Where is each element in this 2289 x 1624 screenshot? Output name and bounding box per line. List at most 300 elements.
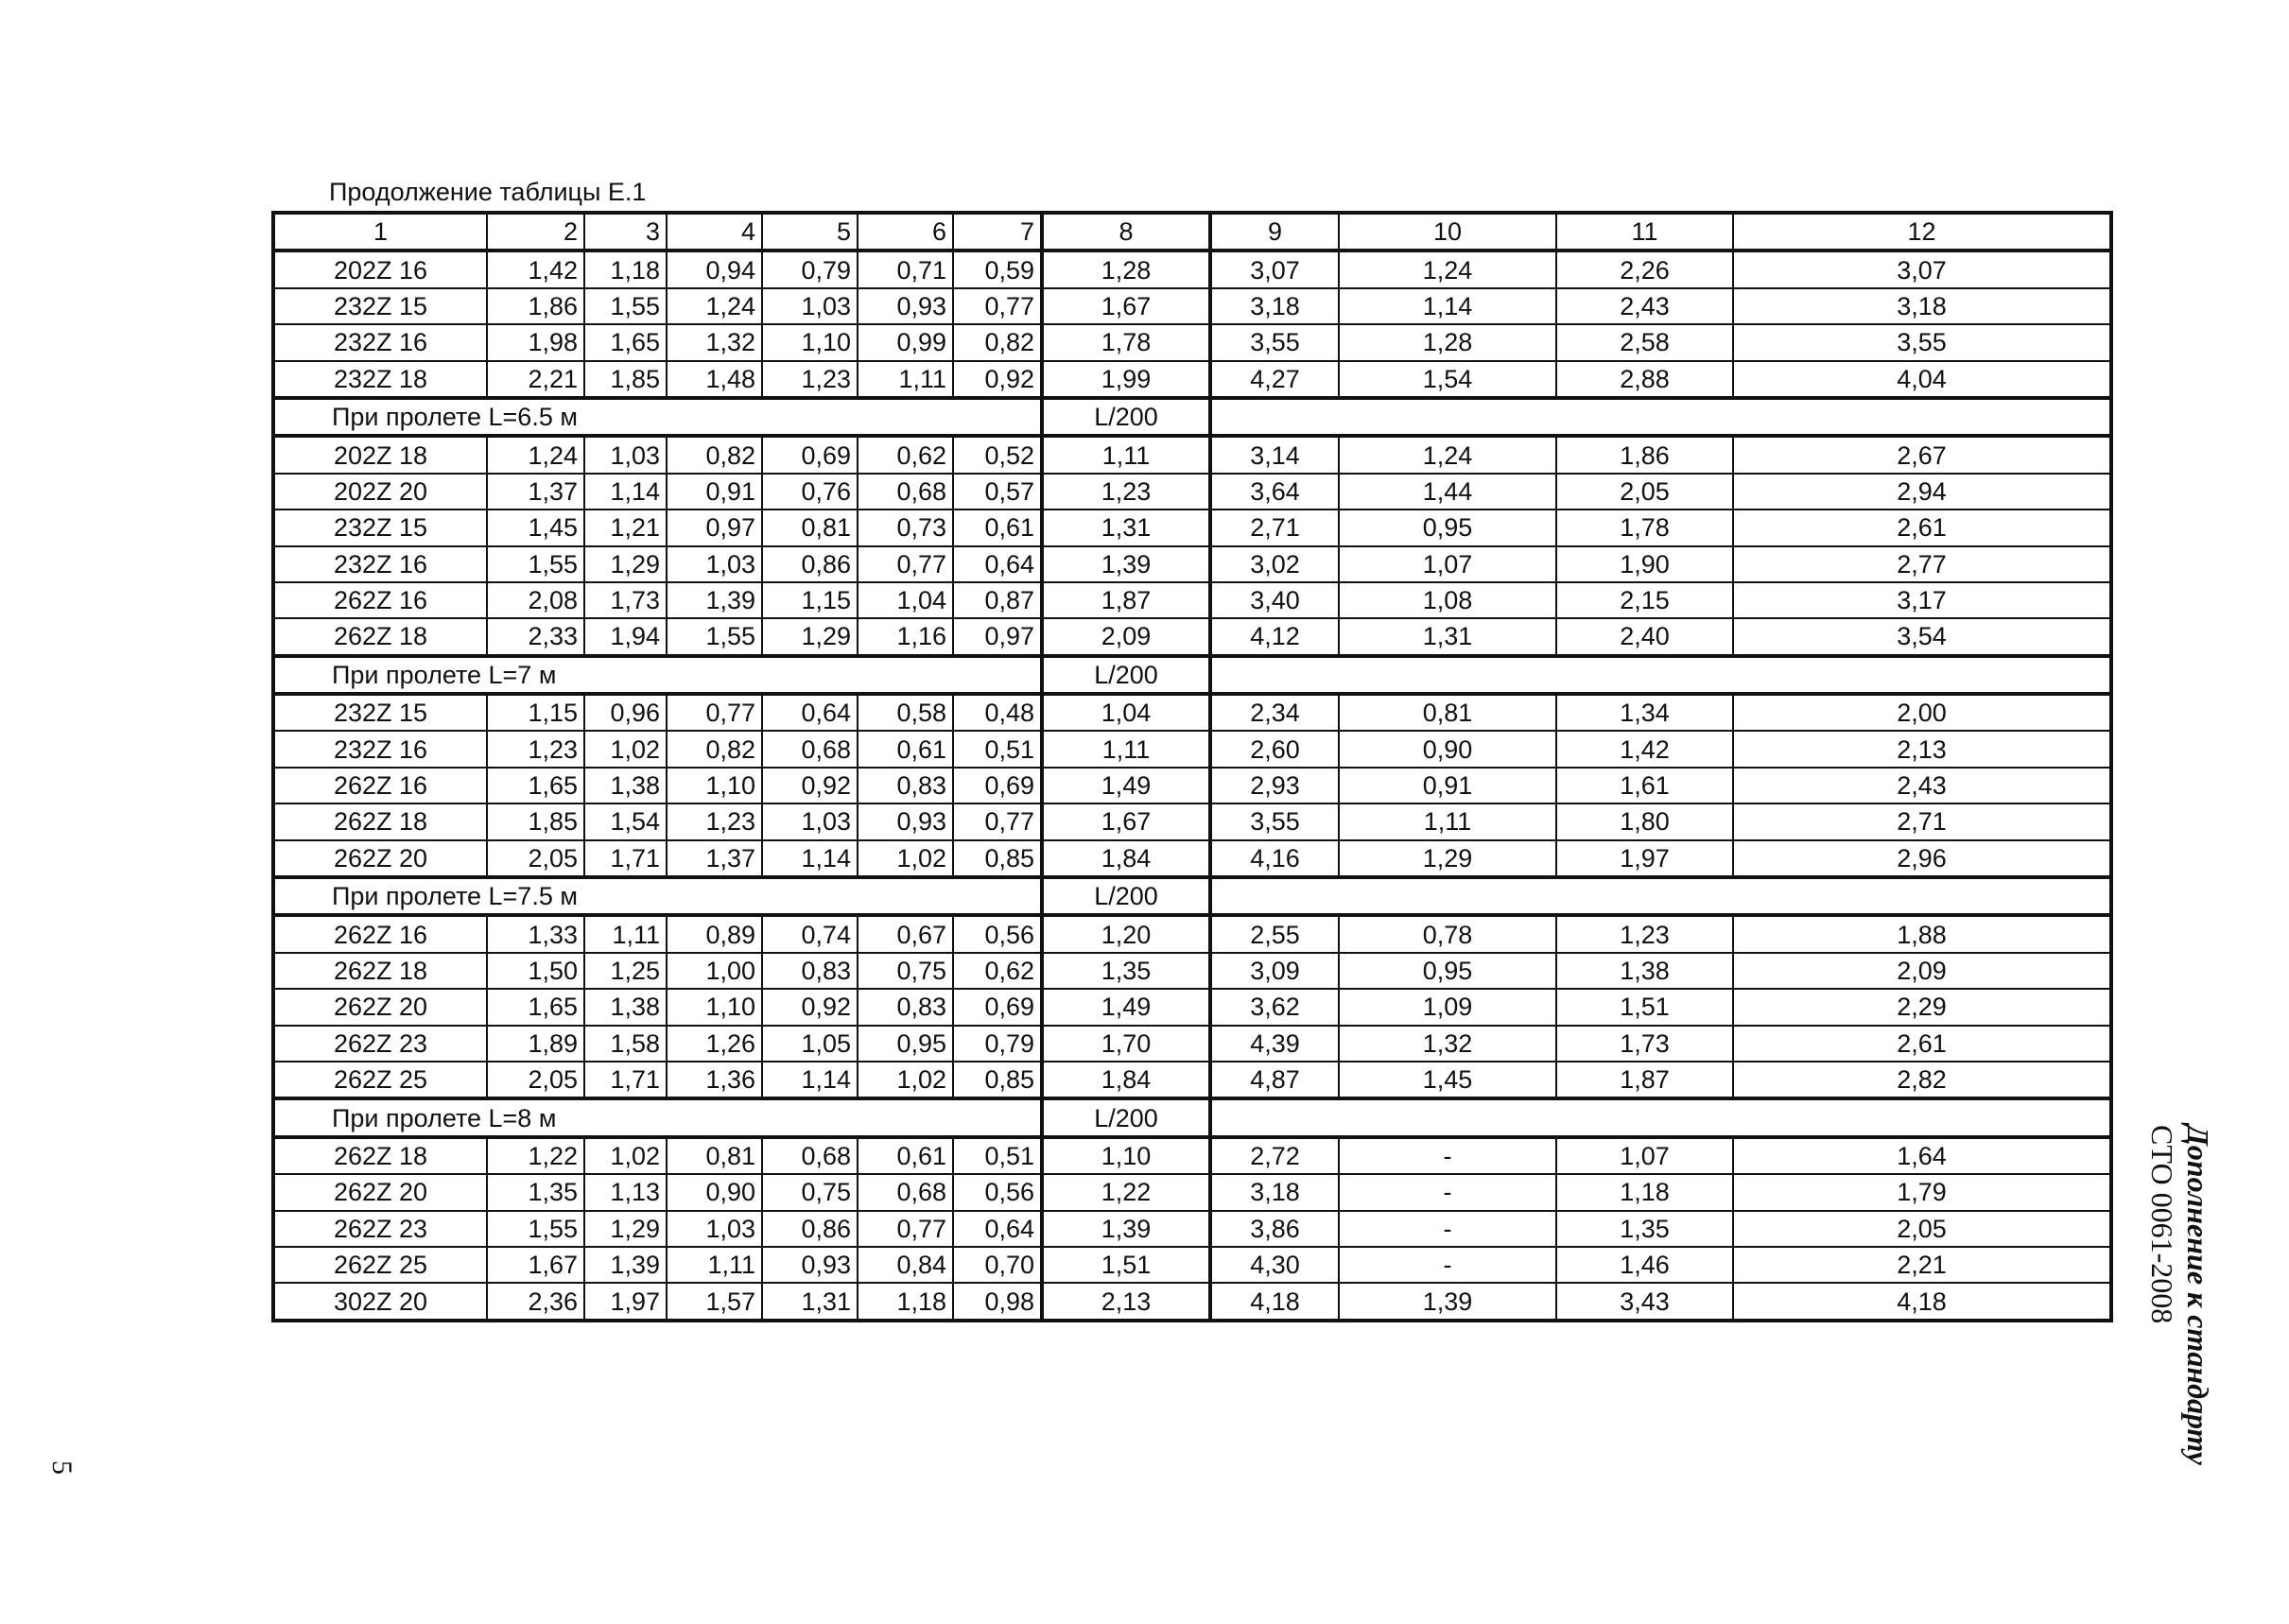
value-cell: 0,92 [953,361,1042,398]
table-row [273,1137,2111,1174]
table-row [273,731,2111,767]
value-cell: 0,64 [953,546,1042,582]
value-cell: 2,05 [1733,1211,2111,1247]
value-cell: 0,75 [762,1174,858,1210]
profile-cell: 232Z 16 [273,731,487,767]
profile-cell: 202Z 18 [273,436,487,473]
value-cell: 3,54 [1733,618,2111,655]
value-cell: 3,55 [1210,803,1339,839]
profile-cell: 262Z 20 [273,989,487,1025]
value-cell: 0,86 [762,1211,858,1247]
data-table [271,211,2113,1322]
value-cell: 1,03 [667,1211,762,1247]
value-cell: 0,92 [762,768,858,803]
value-cell: 2,34 [1210,694,1339,731]
value-cell: 2,09 [1733,953,2111,989]
table-row [273,1174,2111,1210]
value-cell: 1,87 [1556,1062,1733,1098]
value-cell: 1,37 [487,474,584,510]
value-cell: 0,89 [667,915,762,952]
value-cell: 0,78 [1339,915,1556,952]
value-cell: 1,36 [667,1062,762,1098]
value-cell: 1,23 [487,731,584,767]
section-span-label: При пролете L=6.5 м [273,398,1042,436]
value-cell: 1,51 [1556,989,1733,1025]
profile-cell: 232Z 18 [273,361,487,398]
value-cell: 1,23 [1042,474,1210,510]
value-cell: 1,14 [584,474,667,510]
value-cell: 1,71 [584,840,667,877]
value-cell: 0,56 [953,1174,1042,1210]
profile-cell: 262Z 16 [273,768,487,803]
value-cell: 1,73 [1556,1026,1733,1062]
value-cell: 1,51 [1042,1247,1210,1283]
value-cell: 0,93 [858,288,953,324]
stamp-title: Дополнение к стандарту [2181,1125,2215,1465]
value-cell: 2,13 [1042,1283,1210,1320]
value-cell: 1,11 [858,361,953,398]
table-row [273,768,2111,803]
value-cell: 0,81 [667,1137,762,1174]
table-row [273,1247,2111,1283]
value-cell: 0,61 [953,510,1042,545]
value-cell: 1,16 [858,618,953,655]
value-cell: 4,12 [1210,618,1339,655]
value-cell: 1,42 [487,251,584,287]
value-cell: 1,38 [584,768,667,803]
value-cell: 1,61 [1556,768,1733,803]
value-cell: 1,39 [584,1247,667,1283]
value-cell: 0,82 [667,731,762,767]
table-row [273,1062,2111,1098]
value-cell: 1,03 [667,546,762,582]
value-cell: 1,55 [487,1211,584,1247]
value-cell: 2,82 [1733,1062,2111,1098]
value-cell: 1,50 [487,953,584,989]
profile-cell: 202Z 20 [273,474,487,510]
section-span-label: При пролете L=7 м [273,656,1042,694]
value-cell: 0,68 [858,474,953,510]
value-cell: 1,11 [667,1247,762,1283]
value-cell: 1,57 [667,1283,762,1320]
value-cell: 1,35 [487,1174,584,1210]
value-cell: 2,72 [1210,1137,1339,1174]
table-caption: Продолжение таблицы Е.1 [329,178,647,206]
value-cell: 0,77 [858,1211,953,1247]
value-cell: 1,23 [762,361,858,398]
header-cell: 4 [667,213,762,251]
table-row [273,546,2111,582]
value-cell: 2,05 [487,1062,584,1098]
value-cell: 2,21 [487,361,584,398]
table-row [273,694,2111,731]
value-cell: 1,71 [584,1062,667,1098]
value-cell: 1,11 [1042,731,1210,767]
value-cell: 2,77 [1733,546,2111,582]
value-cell: 4,27 [1210,361,1339,398]
value-cell: 1,48 [667,361,762,398]
value-cell: 3,18 [1210,288,1339,324]
profile-cell: 262Z 16 [273,915,487,952]
value-cell: 0,97 [953,618,1042,655]
value-cell: 1,05 [762,1026,858,1062]
value-cell: 1,23 [1556,915,1733,952]
value-cell: 1,45 [1339,1062,1556,1098]
value-cell: 0,87 [953,582,1042,618]
value-cell: 1,78 [1042,324,1210,360]
value-cell: 1,49 [1042,989,1210,1025]
value-cell: 1,65 [487,768,584,803]
table-row [273,953,2111,989]
value-cell: 0,51 [953,1137,1042,1174]
value-cell: 1,65 [487,989,584,1025]
value-cell: 0,48 [953,694,1042,731]
value-cell: 2,05 [487,840,584,877]
profile-cell: 232Z 16 [273,324,487,360]
value-cell: 1,34 [1556,694,1733,731]
profile-cell: 262Z 25 [273,1062,487,1098]
value-cell: 1,46 [1556,1247,1733,1283]
value-cell: 0,95 [858,1026,953,1062]
value-cell: 0,81 [1339,694,1556,731]
profile-cell: 262Z 18 [273,953,487,989]
value-cell: 1,26 [667,1026,762,1062]
value-cell: 1,35 [1042,953,1210,989]
value-cell: 1,67 [1042,803,1210,839]
value-cell: 0,94 [667,251,762,287]
value-cell: 1,14 [762,840,858,877]
profile-cell: 202Z 16 [273,251,487,287]
value-cell: 2,05 [1556,474,1733,510]
value-cell: 0,77 [953,803,1042,839]
value-cell: 1,33 [487,915,584,952]
value-cell: 0,90 [667,1174,762,1210]
value-cell: 2,93 [1210,768,1339,803]
value-cell: 4,30 [1210,1247,1339,1283]
value-cell: 0,95 [1339,510,1556,545]
value-cell: 0,69 [953,989,1042,1025]
section-row [273,656,2111,694]
value-cell: 2,43 [1733,768,2111,803]
value-cell: 0,69 [762,436,858,473]
profile-cell: 262Z 20 [273,1174,487,1210]
section-row [273,877,2111,915]
value-cell: 1,31 [762,1283,858,1320]
header-cell: 6 [858,213,953,251]
profile-cell: 232Z 15 [273,288,487,324]
value-cell: 1,20 [1042,915,1210,952]
value-cell: 1,55 [487,546,584,582]
value-cell: 2,33 [487,618,584,655]
value-cell: 2,40 [1556,618,1733,655]
value-cell: 0,68 [762,731,858,767]
table-row [273,510,2111,545]
value-cell: 4,18 [1210,1283,1339,1320]
value-cell: 1,39 [667,582,762,618]
profile-cell: 262Z 25 [273,1247,487,1283]
value-cell: 1,35 [1556,1211,1733,1247]
value-cell: 1,29 [584,546,667,582]
value-cell: 2,60 [1210,731,1339,767]
value-cell: 1,88 [1733,915,2111,952]
value-cell: 1,00 [667,953,762,989]
value-cell: 1,10 [1042,1137,1210,1174]
table-row [273,324,2111,360]
value-cell: 0,75 [858,953,953,989]
value-cell: 0,92 [762,989,858,1025]
value-cell: 1,23 [667,803,762,839]
value-cell: 0,99 [858,324,953,360]
table-row [273,618,2111,655]
value-cell: 1,14 [1339,288,1556,324]
value-cell: 1,02 [584,731,667,767]
value-cell: 2,55 [1210,915,1339,952]
value-cell: 2,94 [1733,474,2111,510]
value-cell: 1,67 [1042,288,1210,324]
value-cell: 1,55 [667,618,762,655]
profile-cell: 262Z 18 [273,1137,487,1174]
value-cell: 2,96 [1733,840,2111,877]
value-cell: 2,00 [1733,694,2111,731]
value-cell: 1,84 [1042,1062,1210,1098]
value-cell: 1,10 [667,989,762,1025]
table-row [273,915,2111,952]
value-cell: 2,58 [1556,324,1733,360]
table-row [273,803,2111,839]
value-cell: 0,70 [953,1247,1042,1283]
section-deflection-limit: L/200 [1042,398,1210,436]
value-cell: 0,83 [858,768,953,803]
value-cell: 1,29 [762,618,858,655]
value-cell: 2,61 [1733,1026,2111,1062]
value-cell: 0,69 [953,768,1042,803]
value-cell: 3,55 [1733,324,2111,360]
value-cell: 1,42 [1556,731,1733,767]
value-cell: 0,83 [858,989,953,1025]
value-cell: 0,64 [762,694,858,731]
value-cell: 1,22 [1042,1174,1210,1210]
value-cell: 1,15 [487,694,584,731]
value-cell: 1,55 [584,288,667,324]
value-cell: 0,59 [953,251,1042,287]
value-cell: 3,86 [1210,1211,1339,1247]
value-cell: 1,97 [584,1283,667,1320]
header-row [273,213,2111,251]
value-cell: - [1339,1247,1556,1283]
value-cell: 1,08 [1339,582,1556,618]
value-cell: 4,16 [1210,840,1339,877]
value-cell: 1,39 [1042,546,1210,582]
profile-cell: 232Z 15 [273,694,487,731]
value-cell: 2,43 [1556,288,1733,324]
value-cell: 1,32 [1339,1026,1556,1062]
value-cell: 3,64 [1210,474,1339,510]
value-cell: 1,09 [1339,989,1556,1025]
value-cell: 3,07 [1733,251,2111,287]
value-cell: 0,56 [953,915,1042,952]
value-cell: 1,07 [1339,546,1556,582]
value-cell: 0,91 [1339,768,1556,803]
value-cell: 0,64 [953,1211,1042,1247]
value-cell: 1,24 [667,288,762,324]
value-cell: 1,64 [1733,1137,2111,1174]
value-cell: 0,96 [584,694,667,731]
value-cell: 3,40 [1210,582,1339,618]
value-cell: 1,14 [762,1062,858,1098]
table-row [273,1211,2111,1247]
header-cell: 3 [584,213,667,251]
value-cell: 1,99 [1042,361,1210,398]
value-cell: 1,86 [1556,436,1733,473]
value-cell: 0,77 [953,288,1042,324]
header-cell: 10 [1339,213,1556,251]
value-cell: 1,11 [584,915,667,952]
value-cell: 0,62 [858,436,953,473]
value-cell: 1,29 [1339,840,1556,877]
section-row [273,398,2111,436]
value-cell: 2,71 [1210,510,1339,545]
value-cell: 1,15 [762,582,858,618]
header-cell: 9 [1210,213,1339,251]
value-cell: - [1339,1174,1556,1210]
value-cell: 0,73 [858,510,953,545]
header-cell: 5 [762,213,858,251]
profile-cell: 302Z 20 [273,1283,487,1320]
value-cell: 0,68 [762,1137,858,1174]
header-cell: 2 [487,213,584,251]
value-cell: 1,73 [584,582,667,618]
value-cell: 0,62 [953,953,1042,989]
value-cell: 0,57 [953,474,1042,510]
value-cell: 1,31 [1042,510,1210,545]
value-cell: 1,18 [584,251,667,287]
value-cell: 3,02 [1210,546,1339,582]
value-cell: 1,49 [1042,768,1210,803]
table-row [273,1283,2111,1320]
value-cell: 4,87 [1210,1062,1339,1098]
value-cell: 3,43 [1556,1283,1733,1320]
table-row [273,251,2111,287]
value-cell: 0,98 [953,1283,1042,1320]
value-cell: 0,51 [953,731,1042,767]
stamp-standard: СТО 0061-2008 [2145,1125,2179,1324]
value-cell: 1,25 [584,953,667,989]
value-cell: 0,97 [667,510,762,545]
value-cell: 0,90 [1339,731,1556,767]
value-cell: 1,24 [1339,436,1556,473]
value-cell: 0,77 [667,694,762,731]
value-cell: 1,10 [762,324,858,360]
value-cell: 1,38 [1556,953,1733,989]
value-cell: 1,31 [1339,618,1556,655]
value-cell: 1,97 [1556,840,1733,877]
value-cell: 0,76 [762,474,858,510]
section-empty-cell [1210,398,2111,436]
value-cell: 1,11 [1339,803,1556,839]
profile-cell: 262Z 18 [273,803,487,839]
table-row [273,361,2111,398]
value-cell: 1,90 [1556,546,1733,582]
value-cell: 1,37 [667,840,762,877]
value-cell: 2,71 [1733,803,2111,839]
value-cell: 1,39 [1339,1283,1556,1320]
value-cell: 0,83 [762,953,858,989]
value-cell: 1,13 [584,1174,667,1210]
table-row [273,288,2111,324]
value-cell: 1,32 [667,324,762,360]
profile-cell: 262Z 18 [273,618,487,655]
section-span-label: При пролете L=7.5 м [273,877,1042,915]
section-deflection-limit: L/200 [1042,1098,1210,1136]
value-cell: 4,18 [1733,1283,2111,1320]
table-row [273,989,2111,1025]
value-cell: 1,18 [858,1283,953,1320]
value-cell: 2,09 [1042,618,1210,655]
value-cell: 1,03 [762,288,858,324]
value-cell: 4,04 [1733,361,2111,398]
value-cell: 0,52 [953,436,1042,473]
section-span-label: При пролете L=8 м [273,1098,1042,1136]
value-cell: 1,03 [584,436,667,473]
header-cell: 7 [953,213,1042,251]
value-cell: 3,14 [1210,436,1339,473]
profile-cell: 262Z 23 [273,1211,487,1247]
value-cell: 0,82 [667,436,762,473]
value-cell: 1,80 [1556,803,1733,839]
value-cell: 0,85 [953,840,1042,877]
value-cell: 1,78 [1556,510,1733,545]
table-row [273,436,2111,473]
value-cell: - [1339,1137,1556,1174]
value-cell: 1,87 [1042,582,1210,618]
value-cell: 1,70 [1042,1026,1210,1062]
value-cell: 1,04 [858,582,953,618]
value-cell: 0,79 [953,1026,1042,1062]
value-cell: 0,61 [858,731,953,767]
profile-cell: 262Z 16 [273,582,487,618]
value-cell: 1,65 [584,324,667,360]
value-cell: 2,13 [1733,731,2111,767]
value-cell: 1,54 [584,803,667,839]
value-cell: 0,93 [762,1247,858,1283]
value-cell: 1,38 [584,989,667,1025]
section-empty-cell [1210,656,2111,694]
value-cell: 1,39 [1042,1211,1210,1247]
value-cell: 1,28 [1042,251,1210,287]
header-cell: 8 [1042,213,1210,251]
value-cell: 2,21 [1733,1247,2111,1283]
value-cell: 0,67 [858,915,953,952]
value-cell: 1,85 [487,803,584,839]
value-cell: 1,24 [1339,251,1556,287]
table-row [273,582,2111,618]
value-cell: 1,45 [487,510,584,545]
value-cell: 0,58 [858,694,953,731]
profile-cell: 232Z 16 [273,546,487,582]
value-cell: 1,86 [487,288,584,324]
value-cell: 0,81 [762,510,858,545]
value-cell: 0,82 [953,324,1042,360]
value-cell: 1,21 [584,510,667,545]
value-cell: 0,79 [762,251,858,287]
value-cell: 1,58 [584,1026,667,1062]
value-cell: 2,29 [1733,989,2111,1025]
value-cell: 1,79 [1733,1174,2111,1210]
value-cell: 1,07 [1556,1137,1733,1174]
value-cell: 1,03 [762,803,858,839]
value-cell: 2,08 [487,582,584,618]
value-cell: 1,22 [487,1137,584,1174]
